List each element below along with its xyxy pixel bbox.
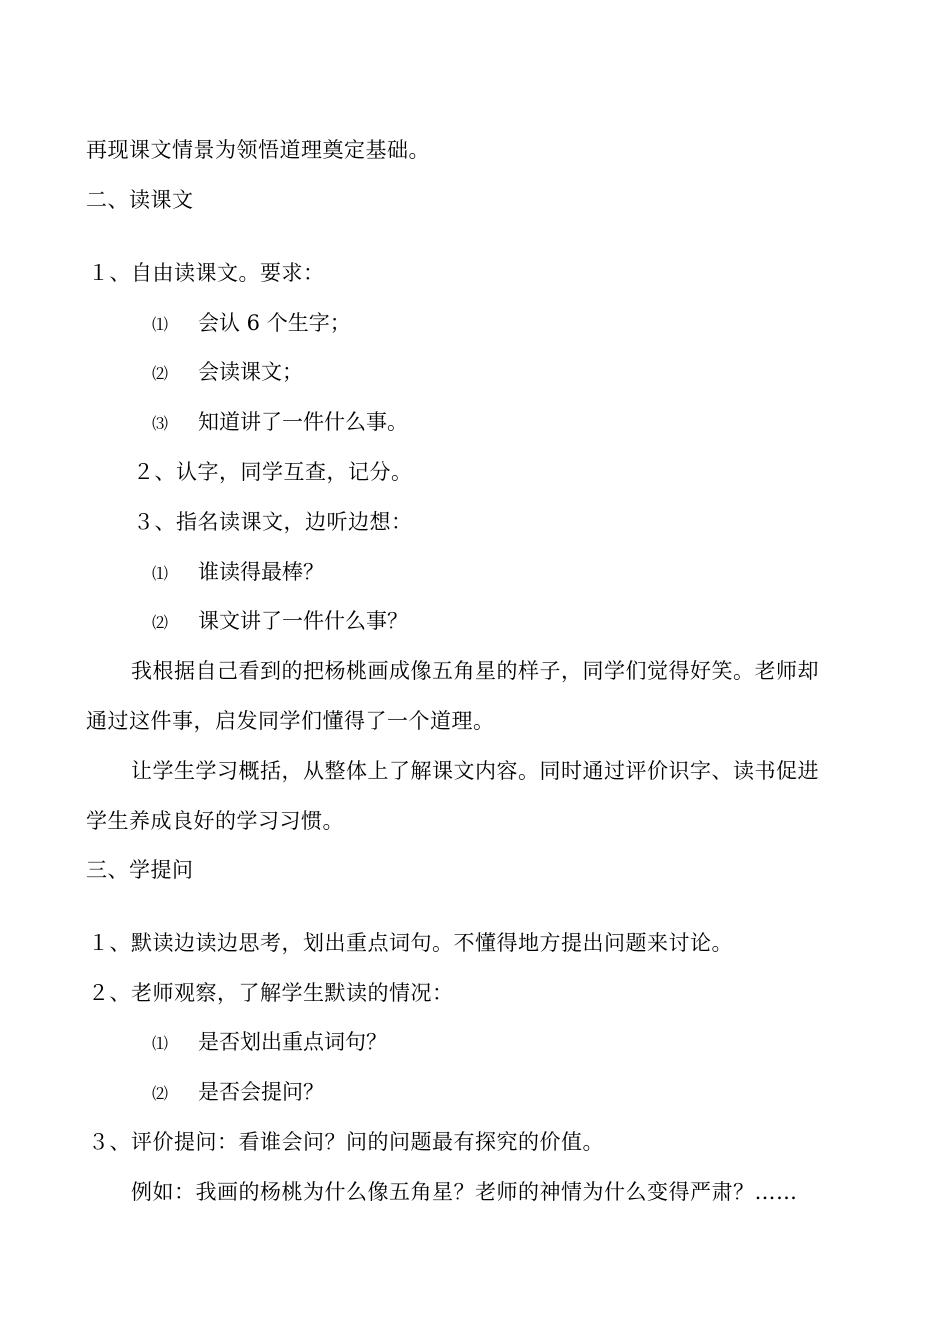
item-text: 课文讲了一件什么事？ [198, 609, 408, 633]
requirement-item [152, 358, 303, 388]
step-free-reading: １、自由读课文。要求： [88, 261, 325, 285]
item-number: ⑴ [152, 564, 169, 583]
item-text: 会认 6 个生字； [198, 311, 351, 335]
item-text: 谁读得最棒？ [198, 560, 324, 584]
requirement-item [152, 408, 408, 438]
item-number: ⑵ [152, 613, 169, 632]
section-heading-read: 二、读课文 [86, 188, 194, 212]
observe-item [152, 1078, 324, 1108]
paragraph-summary-cont: 通过这件事，启发同学们懂得了一个道理。 [86, 709, 495, 733]
step-named-reading: ３、指名读课文，边听边想： [133, 510, 413, 534]
paragraph-purpose-cont: 学生养成良好的学习习惯。 [86, 809, 344, 833]
question-item [152, 607, 408, 637]
step-teacher-observe: ２、老师观察，了解学生默读的情况： [88, 981, 454, 1005]
step-recognize-words: ２、认字，同学互查，记分。 [133, 460, 413, 484]
question-item [152, 558, 324, 588]
item-text: 会读课文； [198, 360, 303, 384]
step-silent-reading: １、默读边读边思考，划出重点词句。不懂得地方提出问题来讨论。 [88, 931, 733, 955]
item-number: ⑵ [152, 1084, 169, 1103]
paragraph-example: 例如：我画的杨桃为什么像五角星？老师的神情为什么变得严肃？…… [131, 1180, 798, 1204]
paragraph-purpose: 让学生学习概括，从整体上了解课文内容。同时通过评价识字、读书促进 [131, 759, 819, 783]
item-number: ⑴ [152, 1034, 169, 1053]
section-heading-question: 三、学提问 [86, 858, 194, 882]
step-evaluate-questions: ３、评价提问：看谁会问？问的问题最有探究的价值。 [88, 1130, 604, 1154]
item-text: 是否会提问？ [198, 1080, 324, 1104]
paragraph-summary: 我根据自己看到的把杨桃画成像五角星的样子，同学们觉得好笑。老师却 [131, 659, 819, 683]
item-text: 是否划出重点词句？ [198, 1030, 387, 1054]
item-number: ⑴ [152, 315, 169, 334]
item-number: ⑶ [152, 414, 169, 433]
requirement-item [152, 309, 351, 339]
observe-item [152, 1028, 387, 1058]
item-number: ⑵ [152, 364, 169, 383]
paragraph-intro: 再现课文情景为领悟道理奠定基础。 [86, 138, 430, 162]
item-text: 知道讲了一件什么事。 [198, 410, 408, 434]
